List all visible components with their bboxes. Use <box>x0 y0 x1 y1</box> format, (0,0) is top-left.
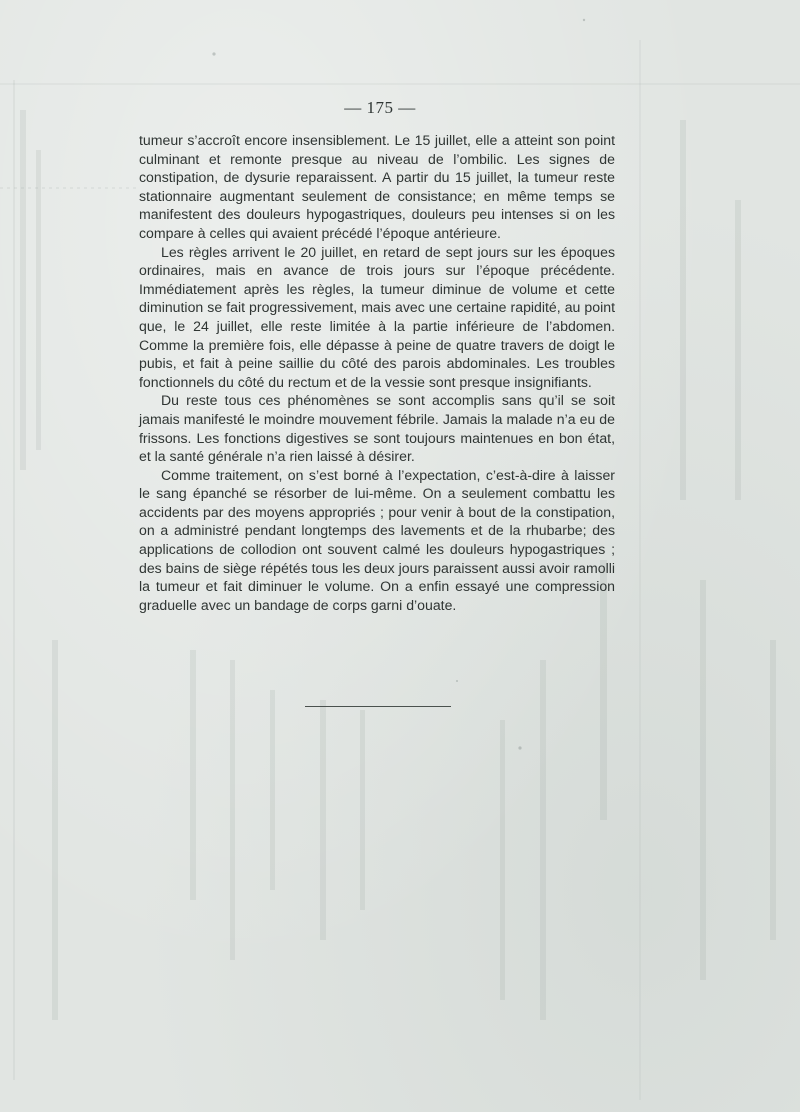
paragraph: tumeur s’accroît encore insensiblement. Le 15 juillet, elle a atteint son point culminant et remonte presque au niveau de l’ombilic. Les signes de constipation, de dysurie reparaissent. A partir du 15 juillet, la tumeur reste stationnaire augmentant seulement de consistance; en même temps se manifestent des douleurs hypogastriques, douleurs peu intenses si on les compare à celles qui avaient précédé l’époque antérieure. <box>139 132 615 241</box>
paragraph: Du reste tous ces phénomènes se sont accomplis sans qu’il se soit jamais manifesté le moindre mouvement fébrile. Jamais la malade n’a eu de frissons. Les fonctions digestives se sont toujours maintenues en bon état, et la santé générale n’a rien laissé à désirer. <box>139 392 615 465</box>
body-text <box>139 131 615 614</box>
paragraph: Comme traitement, on s’est borné à l’expectation, c’est-à-dire à laisser le sang épanché se résorber de lui-même. On a seulement combattu les accidents par des moyens appropriés ; pour venir à bout de la constipation, on a administré pendant longtemps des lavements et de la rhubarbe; des applications de collodion ont souvent calmé les douleurs hypogastriques ; des bains de siège répétés tous les deux jours paraissent aussi avoir ramolli la tumeur et fait diminuer le volume. On a enfin essayé une compression graduelle avec un bandage de corps garni d’ouate. <box>139 466 615 613</box>
section-divider <box>305 706 451 707</box>
paragraph: Les règles arrivent le 20 juillet, en retard de sept jours sur les époques ordinaires, mais en avance de trois jours sur l’époque précédente. Immédiatement après les règles, la tumeur diminue de volume et cette diminution se fait progressivement, mais avec une certaine rapidité, au point que, le 24 juillet, elle reste limitée à la partie inférieure de l’abdomen. Comme la première fois, elle dépasse à peine de quatre travers de doigt le pubis, et fait à peine saillie du côté des parois abdominales. Les troubles fonctionnels du côté du rectum et de la vessie sont presque insignifiants. <box>139 243 615 390</box>
page-number: — 175 — <box>344 98 416 117</box>
